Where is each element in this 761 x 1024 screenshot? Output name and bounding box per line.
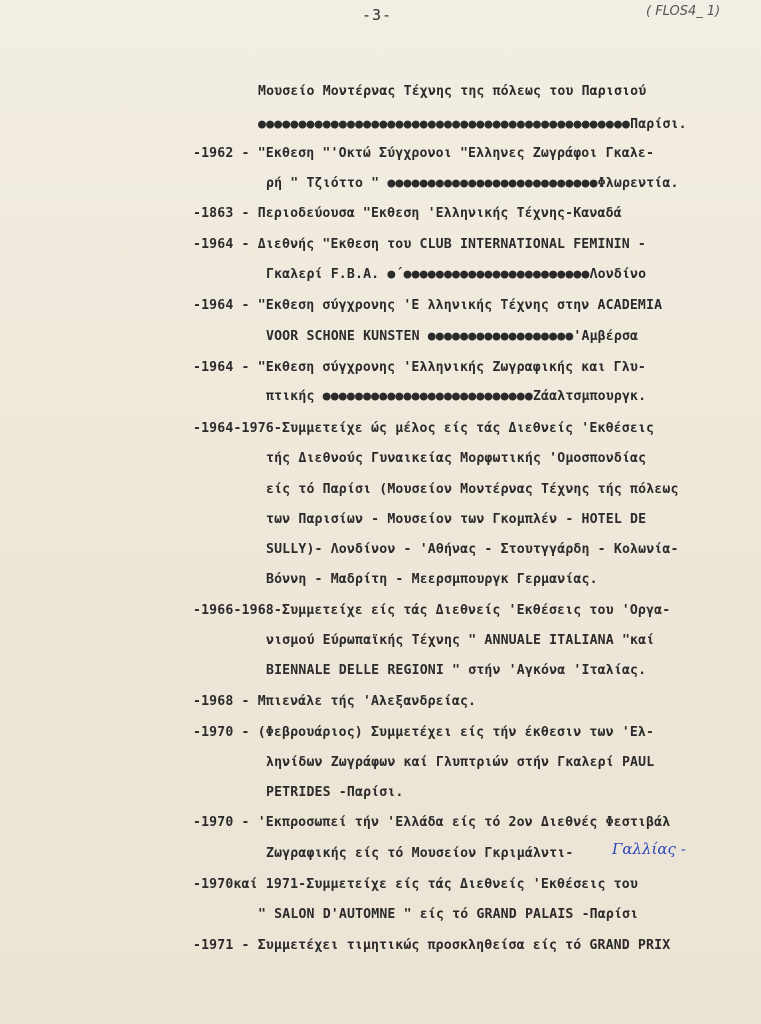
- text-line: -1971 - Συμμετέχει τιμητικώς προσκληθείσα είς τό GRAND PRIX: [193, 938, 671, 953]
- text-line: -1970 - 'Εκπροσωπεί τήν 'Ελλάδα είς τό 2ον Διεθνές Φεστιβάλ: [193, 815, 671, 830]
- handwritten-annotation: Γαλλίας -: [612, 840, 686, 858]
- text-line: είς τό Παρίσι (Μουσείον Μοντέρνας Τέχνης τής πόλεως: [266, 482, 679, 497]
- text-line: -1970καί 1971-Συμμετείχε είς τάς Διεθνείς 'Εκθέσεις του: [193, 877, 638, 892]
- text-line: -1964-1976-Συμμετείχε ώς μέλος είς τάς Διεθνείς 'Εκθέσεις: [193, 421, 655, 436]
- text-line: -1968 - Μπιενάλε τής 'Αλεξανδρείας.: [193, 694, 477, 709]
- text-line: -1863 - Περιοδεύουσα "Εκθεση 'Ελληνικής Τέχνης-Καναδά: [193, 206, 622, 221]
- text-line: Ζωγραφικής είς τό Μουσείον Γκριμάλντι-: [266, 846, 574, 861]
- text-line: -1966-1968-Συμμετείχε είς τάς Διεθνείς 'Εκθέσεις του 'Οργα-: [193, 603, 671, 618]
- text-line: -1964 - Διεθνής "Εκθεση του CLUB INTERNATIONAL FEMININ -: [193, 237, 647, 252]
- text-line: των Παρισίων - Μουσείον των Γκομπλέν - HOTEL DE: [266, 512, 647, 527]
- text-line: VOOR SCHONE KUNSTEN ●●●●●●●●●●●●●●●●●●'Αμβέρσα: [266, 329, 639, 344]
- text-line: -1970 - (Φεβρουάριος) Συμμετέχει είς τήν έκθεσιν των 'Ελ-: [193, 725, 655, 740]
- text-line: ●●●●●●●●●●●●●●●●●●●●●●●●●●●●●●●●●●●●●●●●●●●●●●Παρίσι.: [258, 117, 687, 132]
- archive-reference: ( FLOS4_ 1): [646, 4, 721, 19]
- text-line: BIENNALE DELLE REGIONI " στήν 'Αγκόνα 'Ιταλίας.: [266, 663, 647, 678]
- text-line: -1964 - "Εκθεση σύγχρονης 'Ε λληνικής Τέχνης στην ACADEMIA: [193, 298, 663, 313]
- text-line: Γκαλερί F.B.A. ●´●●●●●●●●●●●●●●●●●●●●●●●Λονδίνο: [266, 267, 647, 282]
- text-line: νισμού Εύρωπαϊκής Τέχνης " ANNUALE ITALIANA "καί: [266, 633, 655, 648]
- text-line: Βόννη - Μαδρίτη - Μεερσμπουργκ Γερμανίας.: [266, 572, 598, 587]
- text-line: PETRIDES -Παρίσι.: [266, 785, 404, 800]
- text-line: -1962 - "Εκθεση "'Οκτώ Σύγχρονοι "Ελληνες Ζωγράφοι Γκαλε-: [193, 146, 655, 161]
- text-line: Μουσείο Μοντέρνας Τέχνης της πόλεως του Παρισιού: [258, 84, 647, 99]
- text-line: ληνίδων Ζωγράφων καί Γλυπτριών στήν Γκαλερί PAUL: [266, 755, 655, 770]
- text-line: SULLY)- Λονδίνον - 'Αθήνας - Στουτγγάρδη - Κολωνία-: [266, 542, 679, 557]
- page-number: -3-: [362, 6, 393, 24]
- text-line: τής Διεθνούς Γυναικείας Μορφωτικής 'Ομοσπονδίας: [266, 451, 647, 466]
- text-line: " SALON D'AUTOMNE " είς τό GRAND PALAIS -Παρίσι: [258, 907, 639, 922]
- text-line: ρή " Τζιόττο " ●●●●●●●●●●●●●●●●●●●●●●●●●●Φλωρεντία.: [266, 176, 679, 191]
- text-line: πτικής ●●●●●●●●●●●●●●●●●●●●●●●●●●Ζάαλτσμπουργκ.: [266, 389, 647, 404]
- text-line: -1964 - "Εκθεση σύγχρονης 'Ελληνικής Ζωγραφικής και Γλυ-: [193, 360, 647, 375]
